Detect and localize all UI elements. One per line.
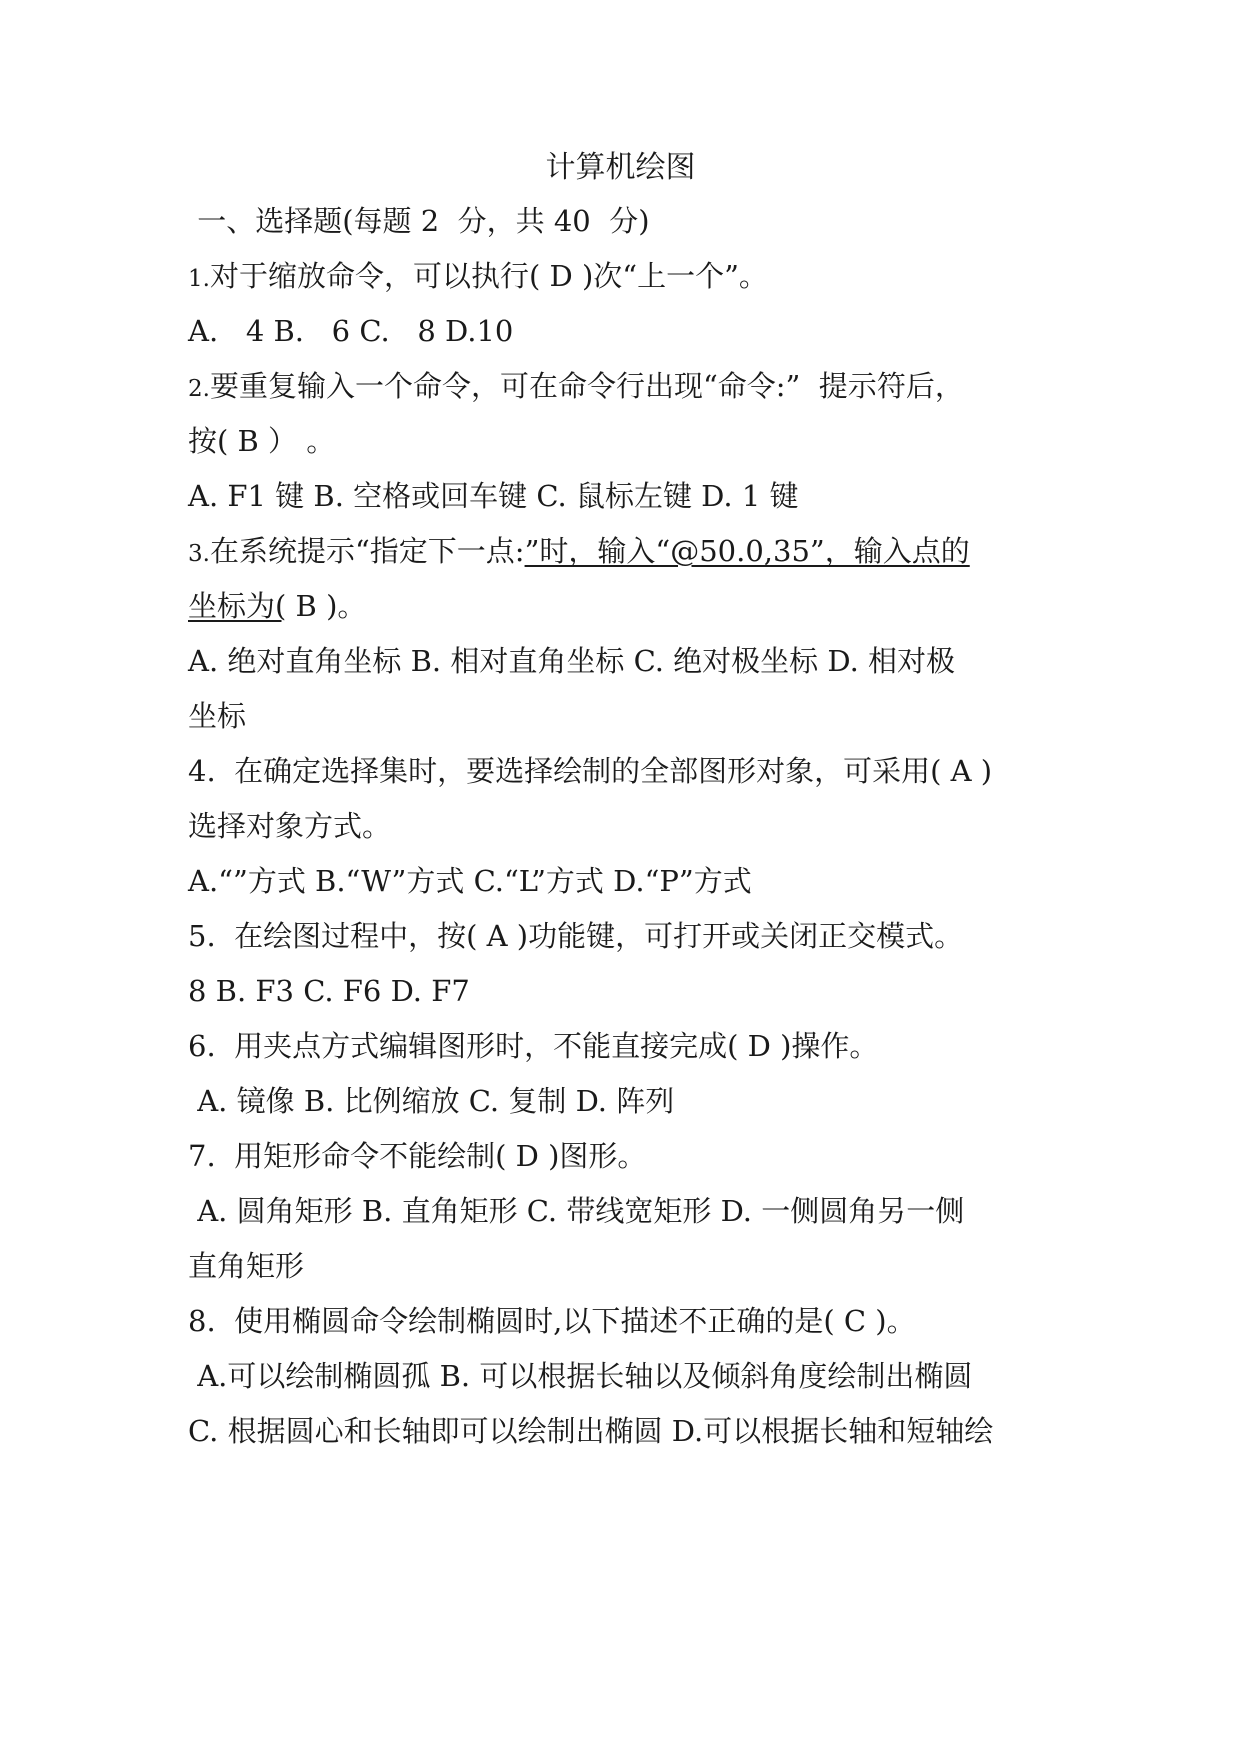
question-3 [188, 531, 1088, 574]
question-7-options: A. 圆角矩形 B. 直角矩形 C. 带线宽矩形 D. 一侧圆角另一侧 [188, 1194, 965, 1228]
document-title: 计算机绘图 [545, 150, 696, 185]
question-6: 6. 用夹点方式编辑图形时，不能直接完成( D )操作。 [188, 1029, 879, 1063]
question-text-underlined: ”时，输入“@50.0,35”，输入点的 [524, 534, 970, 568]
question-7-options-continuation: 直角矩形 [188, 1249, 305, 1283]
question-8: 8. 使用椭圆命令绘制椭圆时,以下描述不正确的是( C )。 [188, 1304, 916, 1338]
question-number: 1. [188, 266, 210, 292]
question-4: 4. 在确定选择集时，要选择绘制的全部图形对象，可采用( A ) [188, 754, 993, 788]
question-2 [188, 366, 1088, 409]
question-7: 7. 用矩形命令不能绘制( D )图形。 [188, 1139, 647, 1173]
question-text: 在系统提示“指定下一点: [209, 534, 525, 568]
question-1-options: A. 4 B. 6 C. 8 D.10 [188, 314, 514, 348]
question-4-options: A.“”方式 B.“W”方式 C.“L”方式 D.“P”方式 [188, 864, 752, 898]
question-text-underlined: 坐标为( [188, 589, 287, 623]
question-2-continuation: 按( B ） 。 [188, 424, 336, 458]
section-heading: 一、选择题(每题 2 分，共 40 分) [188, 204, 650, 238]
question-3-options: A. 绝对直角坐标 B. 相对直角坐标 C. 绝对极坐标 D. 相对极 [188, 644, 956, 678]
question-6-options: A. 镜像 B. 比例缩放 C. 复制 D. 阵列 [188, 1084, 675, 1118]
question-8-options: A.可以绘制椭圆孤 B. 可以根据长轴以及倾斜角度绘制出椭圆 [188, 1359, 973, 1393]
question-number: 2. [188, 376, 210, 402]
question-number: 3. [188, 541, 210, 567]
question-text: B )。 [286, 589, 367, 623]
question-5: 5. 在绘图过程中，按( A )功能键，可打开或关闭正交模式。 [188, 919, 964, 953]
question-3-continuation [188, 586, 1088, 626]
question-8-options-continuation: C. 根据圆心和长轴即可以绘制出椭圆 D.可以根据长轴和短轴绘 [188, 1414, 994, 1448]
question-text: 对于缩放命令，可以执行( D )次“上一个”。 [209, 259, 768, 293]
question-4-continuation: 选择对象方式。 [188, 809, 392, 843]
question-2-options: A. F1 键 B. 空格或回车键 C. 鼠标左键 D. 1 键 [188, 479, 799, 513]
question-1 [188, 256, 1088, 299]
question-5-options: 8 B. F3 C. F6 D. F7 [188, 974, 470, 1008]
question-text: 要重复输入一个命令，可在命令行出现“命令:” 提示符后， [209, 369, 964, 403]
question-3-options-continuation: 坐标 [188, 699, 247, 733]
